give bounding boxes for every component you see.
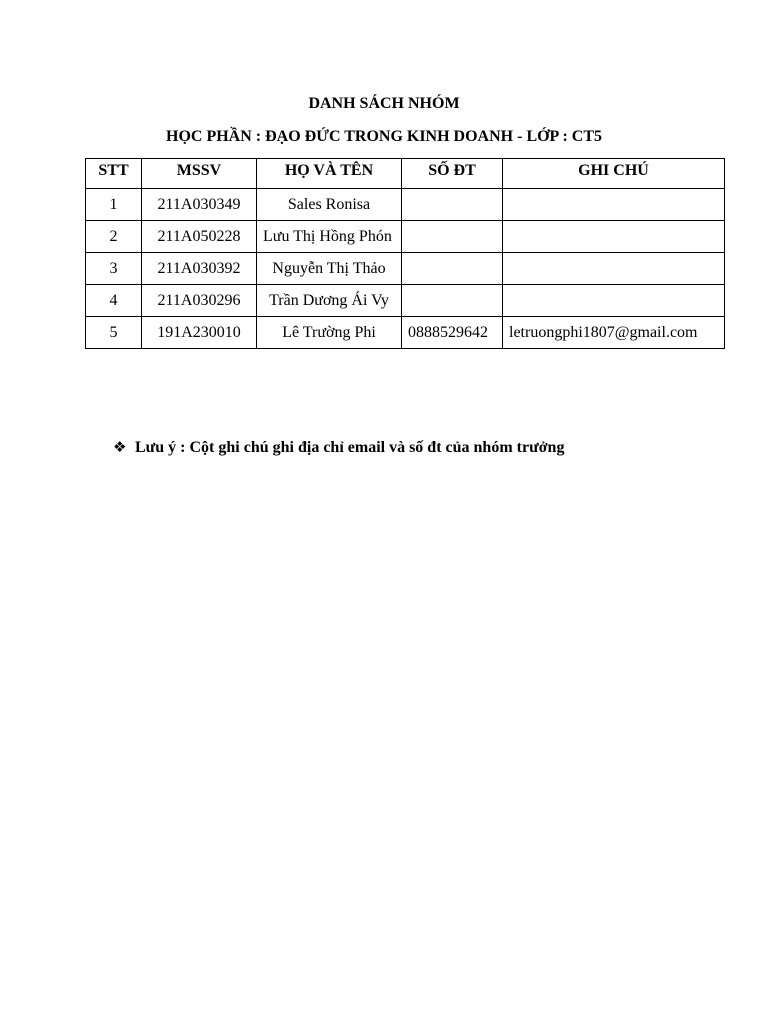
cell-stt: 5 (86, 317, 142, 349)
cell-stt: 4 (86, 285, 142, 317)
cell-mssv: 211A050228 (142, 221, 257, 253)
cell-note (503, 189, 725, 221)
cell-note (503, 253, 725, 285)
header-name: HỌ VÀ TÊN (257, 159, 402, 189)
table-row (86, 285, 725, 317)
table-header-row (86, 159, 725, 189)
cell-name: Lê Trường Phi (257, 317, 402, 349)
table-row (86, 253, 725, 285)
footnote-text: Lưu ý : Cột ghi chú ghi địa chỉ email và số đt của nhóm trưởng (135, 439, 565, 456)
cell-name: Lưu Thị Hồng Phón (257, 221, 402, 253)
cell-stt: 3 (86, 253, 142, 285)
cell-name: Trần Dương Ái Vy (257, 285, 402, 317)
table-row (86, 317, 725, 349)
header-stt: STT (86, 159, 142, 189)
table-row (86, 221, 725, 253)
table-row (86, 189, 725, 221)
cell-note (503, 285, 725, 317)
cell-phone (402, 253, 503, 285)
cell-phone (402, 221, 503, 253)
cell-phone (402, 285, 503, 317)
document-title: DANH SÁCH NHÓM (308, 95, 460, 112)
cell-mssv: 191A230010 (142, 317, 257, 349)
cell-mssv: 211A030296 (142, 285, 257, 317)
document-subtitle: HỌC PHẦN : ĐẠO ĐỨC TRONG KINH DOANH - LỚP : CT5 (166, 128, 602, 145)
diamond-bullet-icon: ❖ (113, 438, 127, 456)
header-note: GHI CHÚ (503, 159, 725, 189)
cell-mssv: 211A030392 (142, 253, 257, 285)
cell-note (503, 221, 725, 253)
footnote (113, 437, 564, 458)
header-phone: SỐ ĐT (402, 159, 503, 189)
header-mssv: MSSV (142, 159, 257, 189)
cell-note: letruongphi1807@gmail.com (503, 317, 725, 349)
group-roster-table (85, 158, 725, 349)
cell-stt: 1 (86, 189, 142, 221)
cell-name: Nguyễn Thị Thảo (257, 253, 402, 285)
cell-phone: 0888529642 (402, 317, 503, 349)
cell-mssv: 211A030349 (142, 189, 257, 221)
cell-stt: 2 (86, 221, 142, 253)
cell-name: Sales Ronisa (257, 189, 402, 221)
cell-phone (402, 189, 503, 221)
